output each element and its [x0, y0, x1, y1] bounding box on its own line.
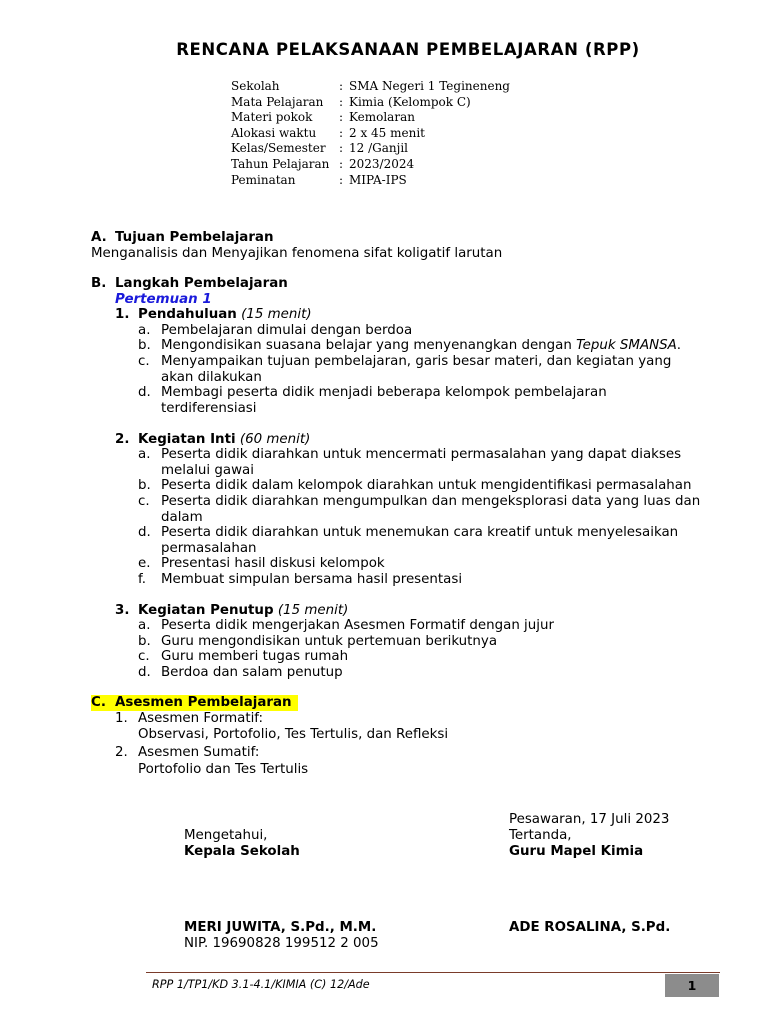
acknowledge-label: Mengetahui,: [184, 828, 268, 843]
signed-label: Tertanda,: [509, 828, 572, 843]
principal-name: MERI JUWITA, S.Pd., M.M.: [184, 920, 377, 935]
list-marker: a.: [138, 618, 151, 633]
step-title: Pendahuluan: [138, 307, 237, 322]
principal-role: Kepala Sekolah: [184, 844, 300, 859]
page-title: RENCANA PELAKSANAAN PEMBELAJARAN (RPP): [176, 40, 640, 59]
section-c-heading: Asesmen Pembelajaran: [115, 695, 292, 710]
section-a-letter: A.: [91, 230, 107, 245]
list-marker: f.: [138, 572, 146, 587]
list-item: Peserta didik dalam kelompok diarahkan untuk mengidentifikasi permasalahan: [161, 478, 692, 493]
identity-value: Kimia (Kelompok C): [349, 94, 471, 109]
list-item: Peserta didik mengerjakan Asesmen Formatif dengan jujur: [161, 618, 554, 633]
list-marker: a.: [138, 447, 151, 462]
step-duration: (60 menit): [239, 432, 311, 447]
identity-key: Materi pokok: [231, 110, 313, 125]
list-marker: d.: [138, 385, 151, 400]
step-duration: (15 menit): [241, 307, 312, 322]
assessment-label: Asesmen Sumatif:: [138, 745, 260, 760]
list-item: [161, 338, 681, 354]
list-item-period: .: [676, 338, 682, 353]
identity-colon: :: [339, 94, 344, 109]
list-marker: a.: [138, 323, 151, 338]
step-number: 1.: [115, 307, 130, 322]
identity-colon: :: [339, 79, 344, 93]
teacher-name: ADE ROSALINA, S.Pd.: [509, 920, 671, 935]
list-marker: c.: [138, 649, 150, 664]
step-heading: [138, 432, 310, 448]
identity-key: Alokasi waktu: [231, 125, 317, 140]
section-a-heading: Tujuan Pembelajaran: [115, 230, 274, 245]
assessment-number: 1.: [115, 711, 128, 726]
list-item-continuation: permasalahan: [161, 541, 257, 556]
identity-colon: :: [339, 141, 344, 156]
identity-key: Mata Pelajaran: [231, 94, 324, 109]
list-item: Pembelajaran dimulai dengan berdoa: [161, 323, 413, 338]
teacher-role: Guru Mapel Kimia: [509, 844, 644, 859]
step-duration: (15 menit): [277, 603, 349, 618]
meeting-label: Pertemuan 1: [115, 292, 212, 307]
list-marker: d.: [138, 525, 151, 540]
identity-key: Tahun Pelajaran: [231, 157, 330, 171]
list-item: Membagi peserta didik menjadi beberapa kelompok pembelajaran: [161, 385, 607, 400]
step-number: 3.: [115, 603, 130, 618]
assessment-label: Asesmen Formatif:: [138, 711, 264, 726]
list-item-continuation: terdiferensiasi: [161, 401, 257, 416]
identity-value: SMA Negeri 1 Tegineneng: [349, 79, 510, 93]
page-number: 1: [665, 974, 719, 997]
identity-colon: :: [339, 172, 344, 187]
identity-colon: :: [339, 125, 344, 140]
principal-nip: NIP. 19690828 199512 2 005: [184, 936, 379, 951]
list-item-continuation: akan dilakukan: [161, 370, 262, 385]
footer-text: RPP 1/TP1/KD 3.1-4.1/KIMIA (C) 12/Ade: [152, 978, 370, 991]
assessment-number: 2.: [115, 745, 128, 760]
list-item: Membuat simpulan bersama hasil presentasi: [161, 572, 463, 587]
list-marker: c.: [138, 354, 150, 369]
list-marker: b.: [138, 634, 151, 649]
list-item: Guru memberi tugas rumah: [161, 649, 349, 664]
identity-value: Kemolaran: [349, 110, 415, 125]
place-date: Pesawaran, 17 Juli 2023: [509, 812, 670, 827]
list-item: Peserta didik diarahkan untuk mencermati permasalahan yang dapat diakses: [161, 447, 682, 462]
section-c-letter: C.: [91, 695, 106, 710]
identity-key: Sekolah: [231, 79, 280, 93]
step-number: 2.: [115, 432, 130, 447]
section-b-heading: Langkah Pembelajaran: [115, 276, 288, 291]
list-marker: c.: [138, 494, 150, 509]
list-item-continuation: dalam: [161, 510, 203, 525]
step-title: Kegiatan Inti: [138, 432, 236, 447]
list-marker: b.: [138, 478, 151, 493]
section-b-letter: B.: [91, 276, 107, 291]
identity-key: Peminatan: [231, 172, 296, 187]
list-item: Menyampaikan tujuan pembelajaran, garis besar materi, dan kegiatan yang: [161, 354, 672, 369]
identity-colon: :: [339, 157, 344, 171]
footer-rule: [146, 972, 720, 973]
list-marker: e.: [138, 556, 151, 571]
identity-key: Kelas/Semester: [231, 141, 326, 156]
assessment-detail: Observasi, Portofolio, Tes Tertulis, dan Refleksi: [138, 727, 449, 742]
assessment-detail: Portofolio dan Tes Tertulis: [138, 762, 309, 777]
list-item-continuation: melalui gawai: [161, 463, 254, 478]
list-marker: d.: [138, 665, 151, 680]
list-item: Presentasi hasil diskusi kelompok: [161, 556, 385, 571]
identity-value: 2 x 45 menit: [349, 125, 425, 140]
list-marker: b.: [138, 338, 151, 353]
step-heading: [138, 603, 348, 619]
list-item: Berdoa dan salam penutup: [161, 665, 343, 680]
identity-value: 12 /Ganjil: [349, 141, 408, 156]
identity-value: MIPA-IPS: [349, 172, 407, 187]
list-item: Peserta didik diarahkan mengumpulkan dan mengeksplorasi data yang luas dan: [161, 494, 701, 509]
step-title: Kegiatan Penutup: [138, 603, 274, 618]
identity-value: 2023/2024: [349, 157, 415, 171]
list-item: Guru mengondisikan untuk pertemuan berikutnya: [161, 634, 498, 649]
list-item-emphasis: Tepuk SMANSA: [576, 338, 677, 353]
list-item-text: Mengondisikan suasana belajar yang menyenangkan dengan: [161, 338, 577, 353]
section-a-text: Menganalisis dan Menyajikan fenomena sifat koligatif larutan: [91, 246, 503, 261]
list-item: Peserta didik diarahkan untuk menemukan cara kreatif untuk menyelesaikan: [161, 525, 679, 540]
step-heading: [138, 307, 312, 323]
identity-colon: :: [339, 110, 344, 125]
